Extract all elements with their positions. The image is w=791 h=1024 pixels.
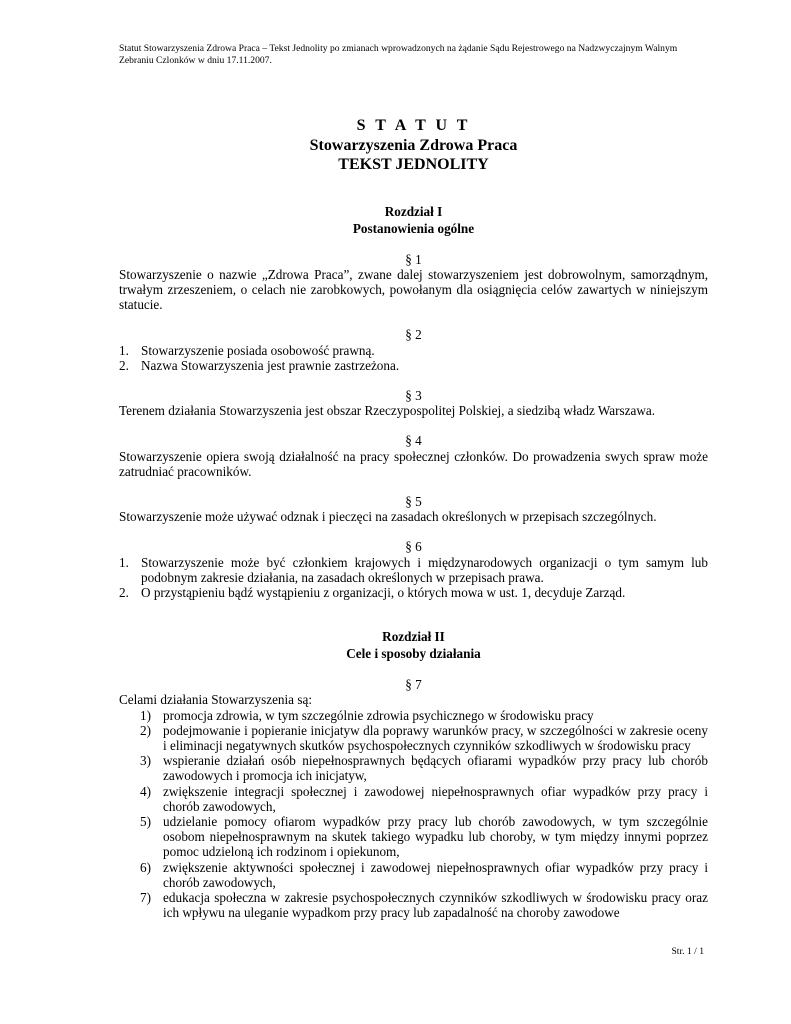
chapter-2-subtitle: Cele i sposoby działania (346, 646, 481, 662)
section-3-sign: § 3 (405, 387, 422, 403)
section-3-text: Terenem działania Stowarzyszenia jest obszar Rzeczypospolitej Polskiej, a siedzibą władz Warszawa. (119, 403, 656, 419)
chapter-1-title: Rozdział I (384, 203, 443, 219)
list-item (119, 814, 708, 860)
list-item (119, 358, 708, 373)
chapter-2-heading (119, 628, 708, 662)
list-item (119, 860, 708, 890)
list-item-text: zwiększenie integracji społecznej i zawodowej niepełnosprawnych ofiar wypadków przy pracy i chorób zawodowych, (163, 783, 708, 814)
list-item-text: O przystąpieniu bądź wystąpieniu z organizacji, o których mowa w ust. 1, decyduje Zarząd. (141, 584, 626, 600)
chapter-2-title: Rozdział II (382, 629, 445, 645)
list-item (119, 585, 708, 600)
list-item-text: wspieranie działań osób niepełnosprawnych będących ofiarami wypadków przy pracy lub chorób zawodowych i promocja ich inicjatyw, (163, 753, 708, 784)
section-4-sign: § 4 (405, 433, 422, 449)
list-item-number: 4) (140, 783, 151, 799)
section-4-text: Stowarzyszenie opiera swoją działalność na pracy społecznej członków. Do prowadzenia swych spraw może zatrudniać pracowników. (119, 448, 708, 479)
list-item-number: 2. (119, 357, 129, 373)
list-item (119, 890, 708, 920)
page-number: Str. 1 / 1 (671, 946, 704, 957)
list-item-number: 6) (140, 859, 151, 875)
section-7-sign: § 7 (405, 677, 422, 693)
list-item (119, 343, 708, 358)
list-item-text: promocja zdrowia, w tym szczególnie zdrowia psychicznego w środowisku pracy (163, 707, 594, 723)
section-6-sign: § 6 (405, 539, 422, 555)
document-title (119, 116, 708, 175)
section-5-sign: § 5 (405, 493, 422, 509)
title-consolidated-text: TEKST JEDNOLITY (338, 156, 489, 173)
section-1-text: Stowarzyszenie o nazwie „Zdrowa Praca”, zwane dalej stowarzyszeniem jest dobrowolnym, samorządnym, trwałym zrzeszeniem, o celach nie zarobkowych, powołanym dla osiągnięcia celów zawartych w niniejszym statucie. (119, 266, 708, 313)
list-item-number: 3) (140, 753, 151, 769)
section-7-list (119, 708, 708, 921)
title-association-name: Stowarzyszenia Zdrowa Praca (309, 136, 518, 154)
title-statut: S T A T U T (356, 117, 471, 134)
section-5-text: Stowarzyszenie może używać odznak i pieczęci na zasadach określonych w przepisach szczególnych. (119, 509, 657, 525)
list-item (119, 555, 708, 585)
document-body (119, 116, 708, 920)
chapter-1-subtitle: Postanowienia ogólne (352, 220, 475, 236)
list-item-number: 1. (119, 342, 129, 358)
list-item-text: Nazwa Stowarzyszenia jest prawnie zastrzeżona. (141, 357, 400, 373)
section-7-intro: Celami działania Stowarzyszenia są: (119, 692, 312, 708)
section-2-list (119, 343, 708, 373)
list-item (119, 753, 708, 783)
list-item-number: 2) (140, 722, 151, 738)
list-item-text: Stowarzyszenie posiada osobowość prawną. (141, 342, 375, 358)
section-2-sign: § 2 (405, 327, 422, 343)
list-item (119, 784, 708, 814)
list-item-text: Stowarzyszenie może być członkiem krajowych i międzynarodowych organizacji o tym samym lub podobnym zakresie działania, na zasadach określonych w przepisach prawa. (141, 554, 708, 585)
running-header: Statut Stowarzyszenia Zdrowa Praca – Tekst Jednolity po zmianach wprowadzonych na żądanie Sądu Rejestrowego na Nadzwyczajnym Walnym Zebraniu Czlonków w dniu 17.11.2007. (119, 43, 678, 66)
list-item-number: 2. (119, 584, 129, 600)
list-item (119, 708, 708, 723)
list-item-number: 5) (140, 813, 151, 829)
list-item-number: 1) (140, 707, 151, 723)
list-item-text: zwiększenie aktywności społecznej i zawodowej niepełnosprawnych ofiar wypadków przy pracy i chorób zawodowych, (163, 859, 708, 890)
chapter-1-heading (119, 203, 708, 237)
list-item-text: podejmowanie i popieranie inicjatyw dla poprawy warunków pracy, w szczególności w zakresie oceny i eliminacji negatywnych skutków psychospołecznych czynników szkodliwych w środowisku pracy (163, 722, 708, 753)
list-item-number: 7) (140, 890, 151, 905)
list-item (119, 723, 708, 753)
list-item-number: 1. (119, 554, 129, 570)
section-1-sign: § 1 (405, 251, 422, 267)
list-item-text: udzielanie pomocy ofiarom wypadków przy pracy lub chorób zawodowych, w tym szczególnie osobom niepełnosprawnym na skutek takiego wypadku lub choroby, w tym między innymi poprzez pomoc udzieloną ich rodzinom i opiekunom, (163, 813, 708, 860)
section-6-list (119, 555, 708, 601)
list-item-text: edukacja społeczna w zakresie psychospołecznych czynników szkodliwych w środowisku pracy oraz ich wpływu na uleganie wypadkom przy pracy lub zapadalność na choroby zawodowe (163, 890, 708, 921)
